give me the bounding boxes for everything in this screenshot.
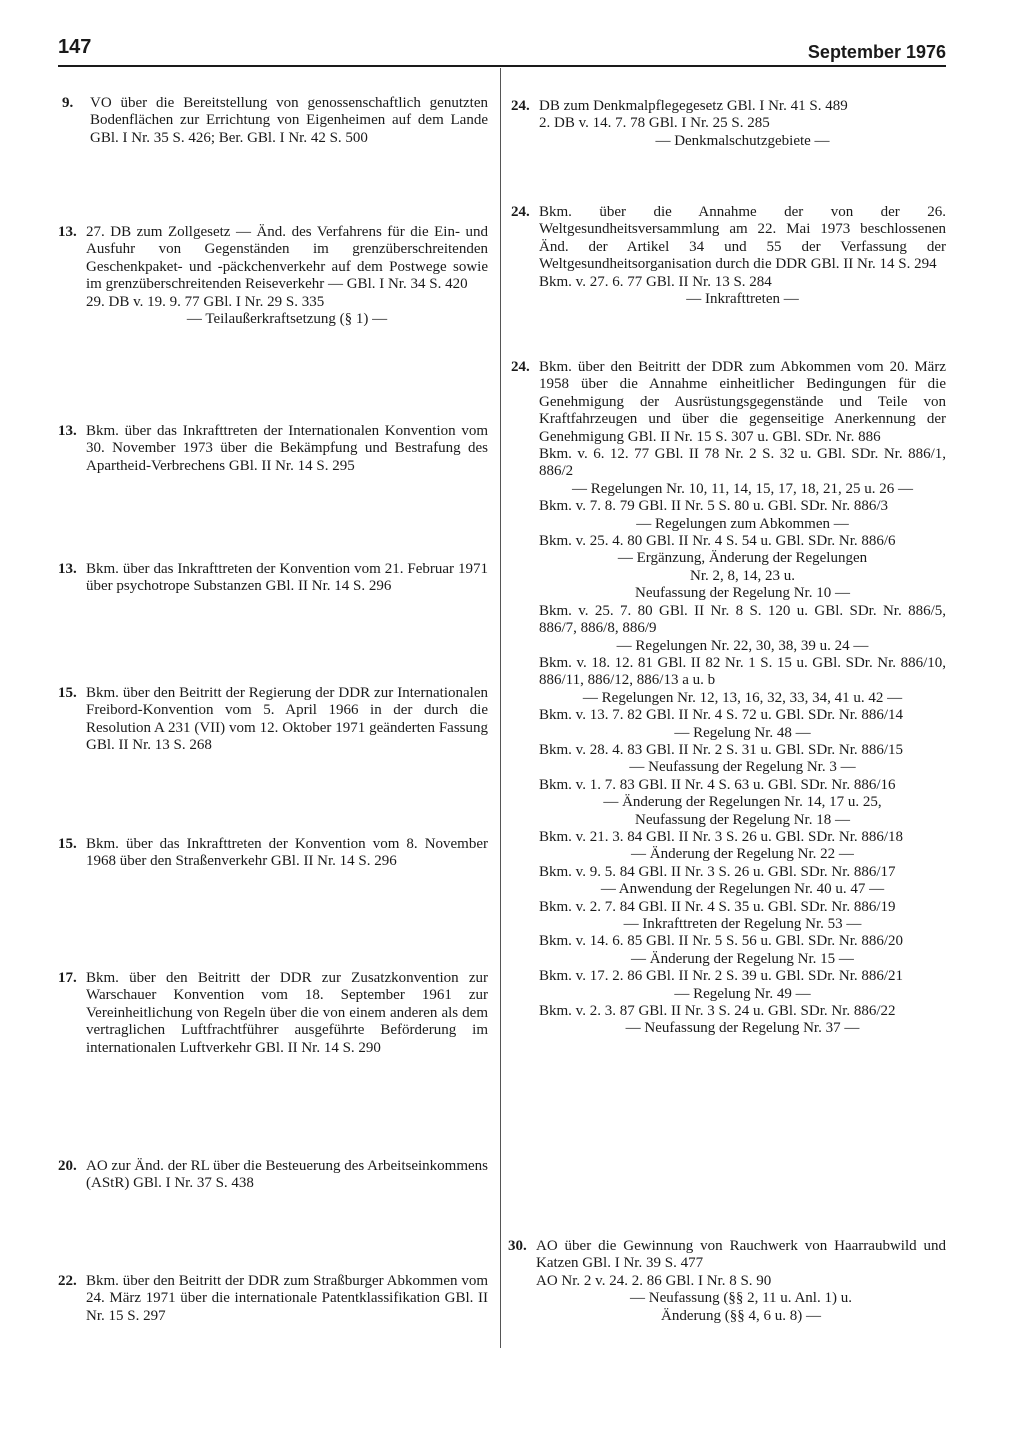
column-divider [500,68,501,1348]
entry-text: — Änderung der Regelung Nr. 22 — [631,846,854,863]
entry-day: 17. [58,970,77,986]
entry-text: Bkm. v. 28. 4. 83 GBl. II Nr. 2 S. 31 u. GBl. SDr. Nr. 886/15 [539,741,904,758]
entry-text: Bkm. v. 25. 7. 80 GBl. II Nr. 8 S. 120 u. GBl. SDr. Nr. 886/5, 886/7, 886/8, 886/9 [539,602,946,637]
entry-text: Neufassung der Regelung Nr. 18 — [635,811,850,828]
entry-text: Bkm. v. 2. 3. 87 GBl. II Nr. 3 S. 24 u. GBl. SDr. Nr. 886/22 [539,1003,896,1020]
entry-text: Bkm. v. 18. 12. 81 GBl. II 82 Nr. 1 S. 15 u. GBl. SDr. Nr. 886/10, 886/11, 886/12, 886/13 a u. b [539,654,946,689]
entry-day: 13. [58,561,77,577]
header-rule [58,65,946,67]
entry-text: Bkm. über den Beitritt der DDR zum Abkommen vom 20. März 1958 über die Annahme einheitlicher Bedingungen für die Genehmigung der Ausrüstungsgegenstände und Teile von Kraftfahrzeugen und über die gegenseitige Anerkennung der Genehmigung GBl. II Nr. 15 S. 307 u. GBl. SDr. Nr. 886 [539,359,946,445]
entry-text: 27. DB zum Zollgesetz — Änd. des Verfahrens für die Ein- und Ausfuhr von Gegenständen im grenzüberschreitenden Geschenkpaket- und -päckchenverkehr auf dem Postwege sowie im grenzüberschreitenden Reiseverkehr — GBl. I Nr. 34 S. 420 [86,224,488,293]
entry-text: — Regelungen Nr. 12, 13, 16, 32, 33, 34, 41 u. 42 — [582,689,903,706]
entry-text: — Neufassung der Regelung Nr. 3 — [629,759,856,776]
entry-text: Bkm. über den Beitritt der Regierung der DDR zur Internationalen Freibord-Konvention vom 5. April 1966 in der durch die Resolution A 231 (VII) vom 12. Oktober 1971 geänderten Fassung GBl. II Nr. 13 S. 268 [86,685,488,754]
entry-text: Bkm. über den Beitritt der DDR zum Straßburger Abkommen vom 24. März 1971 über die internationale Patentklassifikation GBl. II Nr. 15 S. 297 [86,1273,488,1324]
entry-day: 15. [58,836,77,852]
entry-text: Bkm. v. 21. 3. 84 GBl. II Nr. 3 S. 26 u. GBl. SDr. Nr. 886/18 [539,828,904,845]
entry-text: — Inkrafttreten — [686,291,799,308]
entry-text: — Inkrafttreten der Regelung Nr. 53 — [623,916,862,932]
entry-text: Bkm. v. 7. 8. 79 GBl. II Nr. 5 S. 80 u. GBl. SDr. Nr. 886/3 [539,498,889,515]
entry-day: 20. [58,1158,77,1174]
entry-day: 24. [511,204,530,220]
entry-text: Bkm. v. 14. 6. 85 GBl. II Nr. 5 S. 56 u. GBl. SDr. Nr. 886/20 [539,933,904,950]
entry-day: 24. [511,359,530,375]
entry-text: — Anwendung der Regelungen Nr. 40 u. 47 — [600,881,885,898]
entry-text: Bkm. über das Inkrafttreten der Konvention vom 8. November 1968 über den Straßenverkehr GBl. II Nr. 14 S. 296 [86,836,488,870]
entry-text: Nr. 2, 8, 14, 23 u. [690,567,795,584]
entry-text: Bkm. v. 6. 12. 77 GBl. II 78 Nr. 2 S. 32 u. GBl. SDr. Nr. 886/1, 886/2 [539,446,946,480]
entry-text: — Denkmalschutzgebiete — [655,132,830,149]
entry-text: — Änderung der Regelungen Nr. 14, 17 u. 25, [603,794,882,811]
entry-text: Bkm. über den Beitritt der DDR zur Zusatzkonvention zur Warschauer Konvention vom 18. September 1961 zur Vereinheitlichung von Regeln über die von einem anderen als dem vertraglichen Luftfrachtführer ausgeführte Beförderung im internationalen Luftverkehr GBl. II Nr. 14 S. 290 [86,970,488,1056]
entry-text: Neufassung der Regelung Nr. 10 — [635,585,850,602]
entry-text: VO über die Bereitstellung von genossenschaftlich genutzten Bodenflächen zur Errichtung von Eigenheimen auf dem Lande GBl. I Nr. 35 S. 426; Ber. GBl. I Nr. 42 S. 500 [90,95,488,146]
entry-text: 29. DB v. 19. 9. 77 GBl. I Nr. 29 S. 335 [86,293,325,310]
entry-text: Bkm. v. 13. 7. 82 GBl. II Nr. 4 S. 72 u. GBl. SDr. Nr. 886/14 [539,707,904,724]
entry-text: — Regelungen zum Abkommen — [636,515,849,532]
entry-text: AO über die Gewinnung von Rauchwerk von Haarraubwild und Katzen GBl. I Nr. 39 S. 477 [536,1238,946,1272]
entry-text: Bkm. v. 17. 2. 86 GBl. II Nr. 2 S. 39 u. GBl. SDr. Nr. 886/21 [539,968,904,985]
entry-text: — Neufassung (§§ 2, 11 u. Anl. 1) u. [630,1290,852,1307]
entry-text: Bkm. v. 1. 7. 83 GBl. II Nr. 4 S. 63 u. GBl. SDr. Nr. 886/16 [539,776,896,793]
entry-day: 13. [58,224,77,240]
entry-text: Bkm. v. 2. 7. 84 GBl. II Nr. 4 S. 35 u. GBl. SDr. Nr. 886/19 [539,898,896,915]
entry-text: — Neufassung der Regelung Nr. 37 — [625,1020,860,1037]
entry-day: 13. [58,423,77,439]
entry-text: — Teilaußerkraftsetzung (§ 1) — [186,311,388,328]
entry-day: 24. [511,98,530,114]
entry-text: — Regelung Nr. 49 — [674,985,811,1002]
entry-day: 30. [508,1238,527,1254]
entry-text: 2. DB v. 14. 7. 78 GBl. I Nr. 25 S. 285 [539,115,770,132]
entry-text: Bkm. v. 9. 5. 84 GBl. II Nr. 3 S. 26 u. GBl. SDr. Nr. 886/17 [539,863,896,880]
entry-text: — Änderung der Regelung Nr. 15 — [631,950,854,967]
entry-text: — Regelungen Nr. 10, 11, 14, 15, 17, 18, 21, 25 u. 26 — [571,480,914,497]
entry-text: Bkm. v. 27. 6. 77 GBl. II Nr. 13 S. 284 [539,273,772,290]
entry-text: Bkm. über das Inkrafttreten der Internationalen Konvention vom 30. November 1973 über die Bekämpfung und Bestrafung des Apartheid-Verbrechens GBl. II Nr. 14 S. 295 [86,423,488,474]
entry-day: 9. [62,95,74,111]
entry-text: — Regelung Nr. 48 — [674,724,811,741]
entry-text: AO zur Änd. der RL über die Besteuerung des Arbeitseinkommens (AStR) GBl. I Nr. 37 S. 438 [86,1158,488,1192]
entry-text: Änderung (§§ 4, 6 u. 8) — [661,1307,821,1324]
entry-day: 22. [58,1273,77,1289]
entry-text: — Ergänzung, Änderung der Regelungen [617,550,868,567]
entry-text: Bkm. v. 25. 4. 80 GBl. II Nr. 4 S. 54 u. GBl. SDr. Nr. 886/6 [539,533,896,550]
page-number: 147 [58,36,92,58]
entry-text: AO Nr. 2 v. 24. 2. 86 GBl. I Nr. 8 S. 90 [536,1272,772,1289]
entry-text: — Regelungen Nr. 22, 30, 38, 39 u. 24 — [616,637,869,654]
entry-day: 15. [58,685,77,701]
entry-text: DB zum Denkmalpflegegesetz GBl. I Nr. 41 S. 489 [539,98,848,114]
entry-text: Bkm. über das Inkrafttreten der Konvention vom 21. Februar 1971 über psychotrope Substanzen GBl. II Nr. 14 S. 296 [86,561,488,595]
entry-text: Bkm. über die Annahme der von der 26. Weltgesundheitsversammlung am 22. Mai 1973 beschlossenen Änd. der Artikel 34 und 55 der Verfassung der Weltgesundheitsorganisation durch die DDR GBl. II Nr. 14 S. 294 [539,204,946,273]
page-date: September 1976 [807,42,946,62]
